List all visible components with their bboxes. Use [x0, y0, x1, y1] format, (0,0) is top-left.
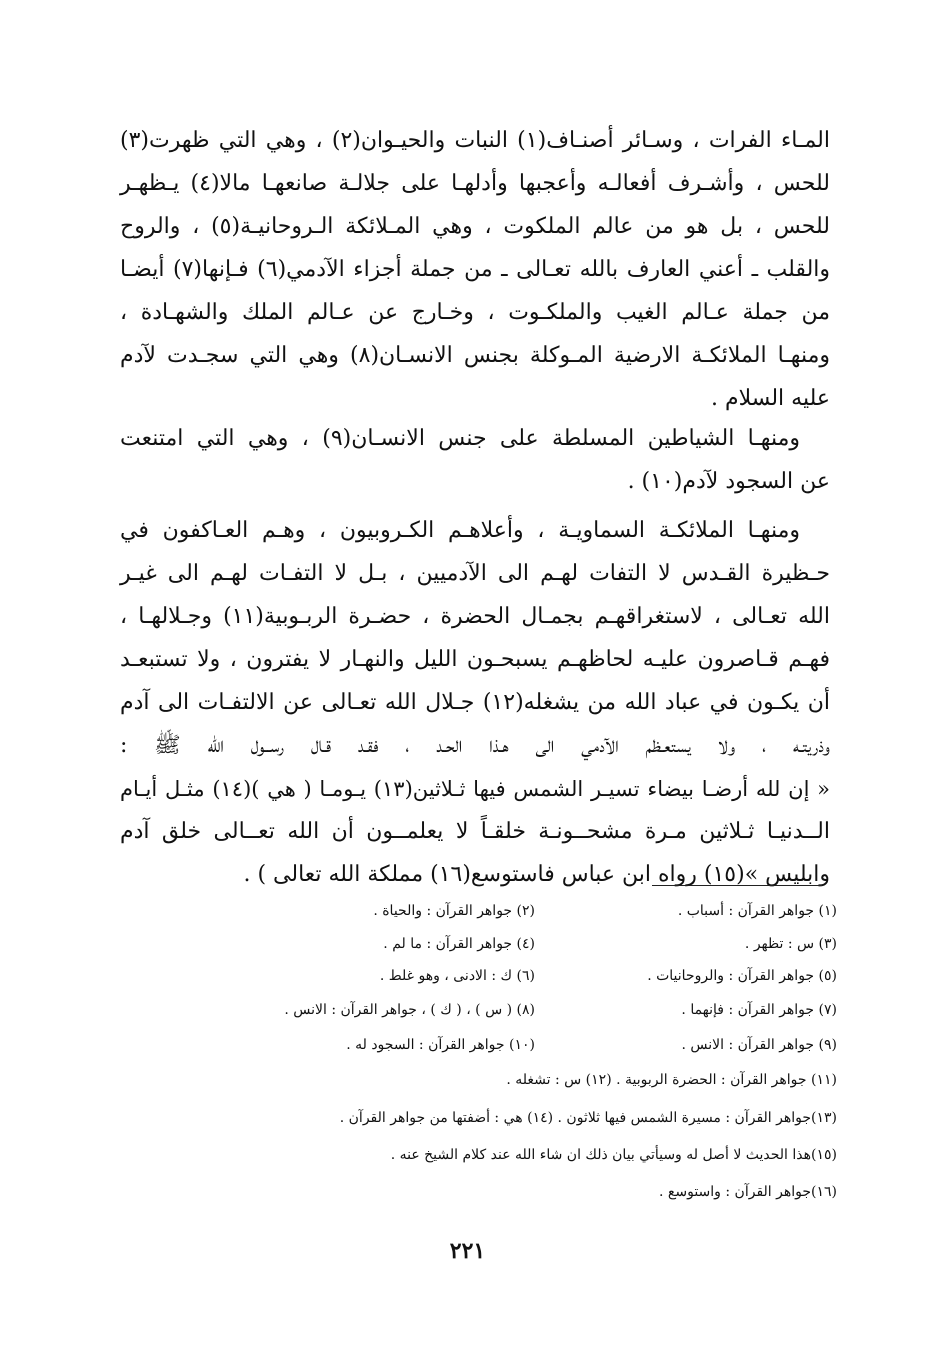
text-line: عليه السلام .	[710, 386, 830, 411]
text-line: أن يكـون في عباد الله من يشغله(١٢) جـلال الله تعـالى عن الالتفـات الى آدم	[120, 690, 830, 715]
text-line: والقلب ـ أعني العارف بالله تعـالى ـ من جملة أجزاء الآدمي(٦) فـإنها(٧) أيضـا	[120, 257, 831, 282]
text-line: من جملة عـالم الغيب والملكـوت ، وخـارج عن عـالم الملك والشهـادة ،	[120, 300, 830, 325]
text-line: للحس ، وأشـرف أفعالـه وأعجبها وأدلهـا على جلالـة صانعهـا مالا(٤) يـظهـر	[120, 171, 830, 196]
text-line: حـظيرة القـدس لا التفات لهـم الى الآدميين ، بـل لا التفـات لهـم الى غيـر	[120, 561, 830, 586]
footnote: (١٦)جواهر القرآن : واستوسع .	[659, 1184, 837, 1200]
text-line: ومنهـا الملائكـة السماويـة ، وأعلاهـم الكـروبيون ، وهـم العـاكفون في	[120, 518, 800, 543]
text-line: عن السجود لآدم(١٠) .	[627, 469, 830, 494]
footnote-separator	[652, 885, 822, 886]
text-line: فهـم قـاصرون عليـه لحاظهـم يسبحـون الليل والنهـار لا يفترون ، ولا تستبعـد	[120, 647, 830, 672]
footnote: (٩) جواهر القرآن : الانس .	[681, 1037, 837, 1053]
footnote: (٢) جواهر القرآن : والحياة .	[373, 903, 535, 919]
footnote: (١٣)جواهر القرآن : مسيرة الشمس فيها ثلاثون . (١٤) هي : أضفتها من جواهر القرآن .	[339, 1110, 837, 1126]
text-line: « إن لله أرضـا بيضاء تسيـر الشمس فيها ثـلاثين(١٣) يـومـا ( هي )(١٤) مثـل أيـام	[120, 777, 830, 801]
footnote: (١١) جواهر القرآن : الحضرة الربوبية . (١٢) س : تشغله .	[506, 1072, 837, 1088]
footnote: (٦) ك : الادنى ، وهو غلط .	[379, 968, 535, 984]
text-line: ومنهـا الملائكـة الارضية المـوكلة بجنس الانسـان(٨) وهي التي سجـدت لآدم	[120, 343, 830, 368]
footnote: (١٠) جواهر القرآن : السجود له .	[346, 1037, 535, 1053]
footnote: (٨) ( س ) ، ( ك ) ، جواهر القرآن : الانس .	[284, 1002, 535, 1018]
text-line: المـاء الفرات ، وسـائر أصنـاف(١) النبات والحيـوان(٢) ، وهي التي ظهرت(٣)	[120, 128, 830, 153]
text-line: وابليس »(١٥) رواه ابن عباس فاستوسع(١٦) مملكة الله تعالى ) .	[243, 862, 830, 887]
footnote: (١) جواهر القرآن : أسباب .	[677, 903, 837, 919]
text-line: للحس ، بل هو من عالم الملكوت ، وهي المـلائكة الـروحانيـة(٥) ، والروح	[120, 214, 830, 239]
text-line: الله تعـالى ، لاستغراقهـم بجمـال الحضرة ، حضـرة الربـوبية(١١) وجـلالهـا ،	[120, 604, 830, 629]
text-line: الــدنيـا ثـلاثين مـرة مشحــونـة خلقـاً لا يعلمــون أن الله تعــالى خلق آدم	[120, 819, 830, 844]
footnote: (٣) س : تظهر .	[744, 936, 837, 952]
footnote: (٤) جواهر القرآن : ما لم .	[383, 936, 535, 952]
footnote: (٥) جواهر القرآن : والروحانيات .	[647, 968, 837, 984]
page-number: ٢٢١	[449, 1238, 486, 1264]
footnote: (١٥)هذا الحديث لا أصل له وسيأتي بيان ذلك ان شاء الله عند كلام الشيخ عنه .	[390, 1147, 837, 1163]
text-line: ومنهـا الشياطين المسلطة على جنس الانسـان(٩) ، وهي التي امتنعت	[120, 426, 800, 451]
text-line: وذريتـه ، ولا يستعـظم الآدمي الى هـذا الحـد ، فقـد قـال رســول الله ﷺ :	[120, 733, 830, 758]
footnote: (٧) جواهر القرآن : فإنهما .	[681, 1002, 837, 1018]
